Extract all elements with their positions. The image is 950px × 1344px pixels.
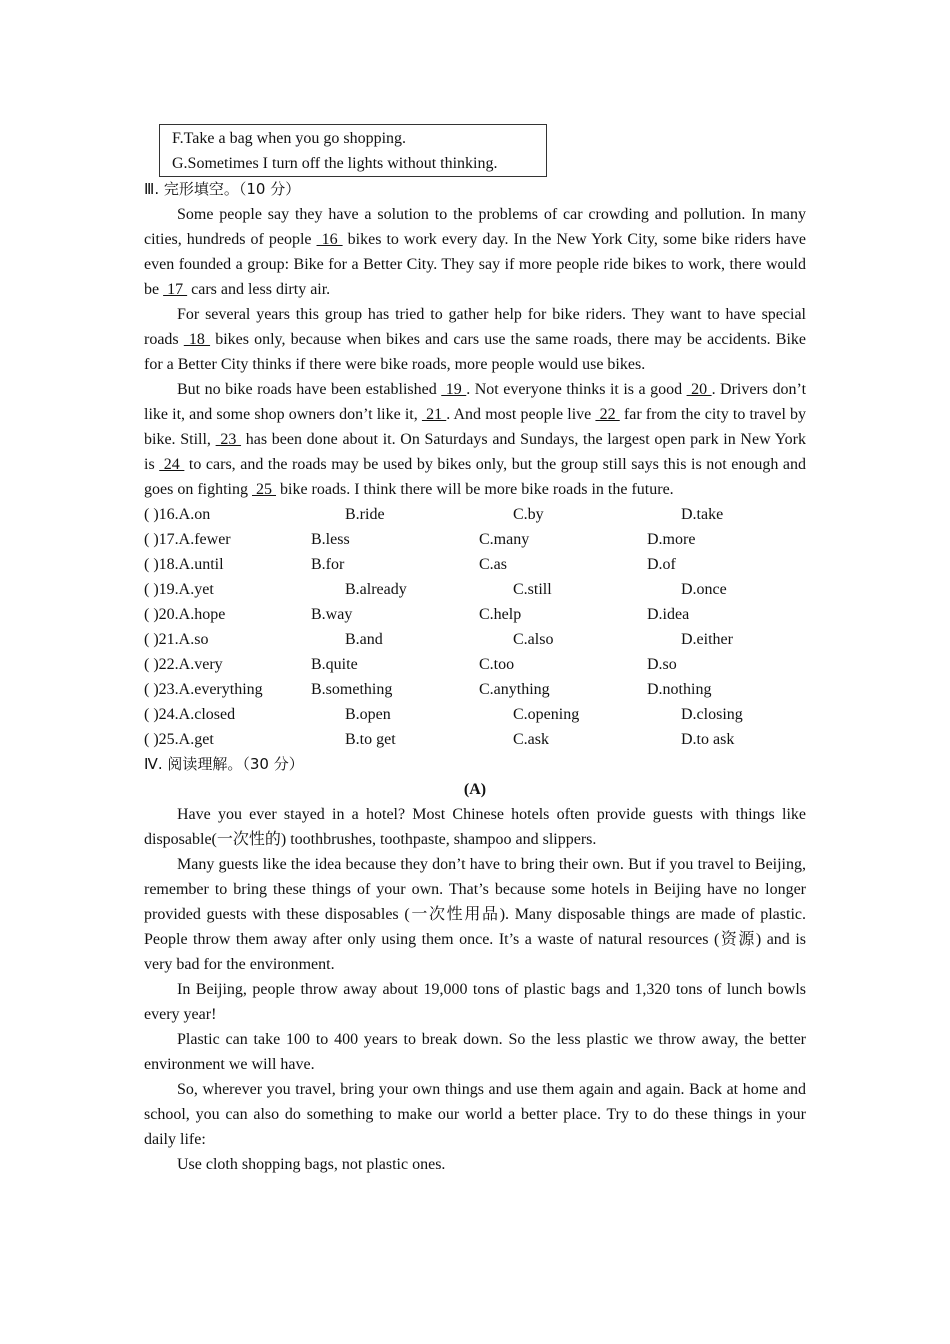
question-row [144,627,806,652]
question-stem: ( )18.A.until [144,556,224,573]
blank-17: 17 [163,281,188,298]
option-b: B.and [345,631,383,648]
section-4-title: Ⅳ. 阅读理解。（30 分） [144,755,304,773]
option-b: B.way [311,606,353,623]
section-3-title: Ⅲ. 完形填空。（10 分） [144,180,301,198]
question-row [144,502,806,527]
question-stem: ( )23.A.everything [144,681,263,698]
option-d: D.so [647,656,677,673]
question-stem: ( )25.A.get [144,731,214,748]
blank-19: 19 [441,381,467,398]
question-row [144,702,806,727]
question-row [144,552,806,577]
option-b: B.ride [345,506,385,523]
reading-paragraph: Many guests like the idea because they don’t have to bring their own. But if you travel to Beijing, remember to bring these things of your own. That’s because some hotels in Beijing have no longer provided guests with these disposables (一次性用品). Many disposable things are made of plastic. People throw them away after only using them once. It’s a waste of natural resources (资源) and is very bad for the environment. [144,856,806,973]
option-d: D.to ask [681,731,735,748]
exam-page [144,124,806,1177]
option-c: C.ask [513,731,549,748]
option-d: D.once [681,581,727,598]
option-d: D.nothing [647,681,712,698]
option-b: B.to get [345,731,396,748]
blank-20: 20 [686,381,712,398]
blank-22: 22 [595,406,620,423]
reading-paragraph: Have you ever stayed in a hotel? Most Chinese hotels often provide guests with things like disposable(一次性的) toothbrushes, toothpaste, shampoo and slippers. [144,806,806,848]
reading-paragraph: So, wherever you travel, bring your own things and use them again and again. Back at home and school, you can also do something to make our world a better place. Try to do these things in your daily life: [144,1081,806,1148]
blank-16: 16 [316,231,343,248]
cloze-paragraph-2: For several years this group has tried to gather help for bike riders. They want to have special roads 18 bikes only, because when bikes and cars use the same roads, there may be accidents. Bike for a Better City thinks if there were bike roads, more people would use bikes. [144,306,807,373]
reading-paragraph: Plastic can take 100 to 400 years to break down. So the less plastic we throw away, the better environment we will have. [144,1031,806,1073]
option-c: C.still [513,581,552,598]
cloze-paragraph-1: Some people say they have a solution to the problems of car crowding and pollution. In many cities, hundreds of people 16 bikes to work every day. In the New York City, some bike riders have even founded a group: Bike for a Better City. They say if more people ride bikes to work, there would be 17 cars and less dirty air. [144,206,807,298]
option-c: C.also [513,631,554,648]
option-b: B.quite [311,656,358,673]
options-box [159,124,547,177]
option-b: B.less [311,531,350,548]
question-row [144,602,806,627]
option-d: D.of [647,556,676,573]
question-row [144,677,806,702]
question-list [144,502,806,752]
option-d: D.either [681,631,733,648]
option-d: D.closing [681,706,743,723]
option-b: B.for [311,556,345,573]
option-f: F.Take a bag when you go shopping. [172,130,407,147]
option-c: C.help [479,606,522,623]
option-b: B.already [345,581,407,598]
option-c: C.opening [513,706,580,723]
question-row [144,577,806,602]
question-stem: ( )22.A.very [144,656,223,673]
option-d: D.more [647,531,696,548]
question-stem: ( )16.A.on [144,506,211,523]
reading-paragraph: Use cloth shopping bags, not plastic ones. [177,1156,446,1173]
question-row [144,527,806,552]
question-row [144,727,806,752]
question-row [144,652,806,677]
blank-24: 24 [159,456,185,473]
question-stem: ( )17.A.fewer [144,531,231,548]
question-stem: ( )21.A.so [144,631,209,648]
option-b: B.something [311,681,393,698]
option-d: D.idea [647,606,690,623]
blank-21: 21 [421,406,447,423]
option-c: C.anything [479,681,550,698]
question-stem: ( )24.A.closed [144,706,236,723]
option-c: C.as [479,556,507,573]
question-stem: ( )19.A.yet [144,581,214,598]
blank-25: 25 [252,481,276,498]
option-c: C.too [479,656,515,673]
option-c: C.by [513,506,544,523]
blank-18: 18 [183,331,211,348]
passage-label: (A) [463,781,487,798]
reading-paragraph: In Beijing, people throw away about 19,000 tons of plastic bags and 1,320 tons of lunch bowls every year! [144,981,806,1023]
option-b: B.open [345,706,391,723]
option-c: C.many [479,531,530,548]
blank-23: 23 [215,431,242,448]
option-d: D.take [681,506,724,523]
question-stem: ( )20.A.hope [144,606,226,623]
cloze-paragraph-3: But no bike roads have been established 19 . Not everyone thinks it is a good 20 . Drivers don’t like it, and some shop owners don’t like it, 21 . And most people live 22 far from the city to travel by bike. Still, 23 has been done about it. On Saturdays and Sundays, the largest open park in New York is 24 to cars, and the roads may be used by bikes only, but the group still says this is not enough and goes on fighting 25 bike roads. I think there will be more bike roads in the future. [144,381,807,498]
option-g: G.Sometimes I turn off the lights without thinking. [172,155,498,172]
